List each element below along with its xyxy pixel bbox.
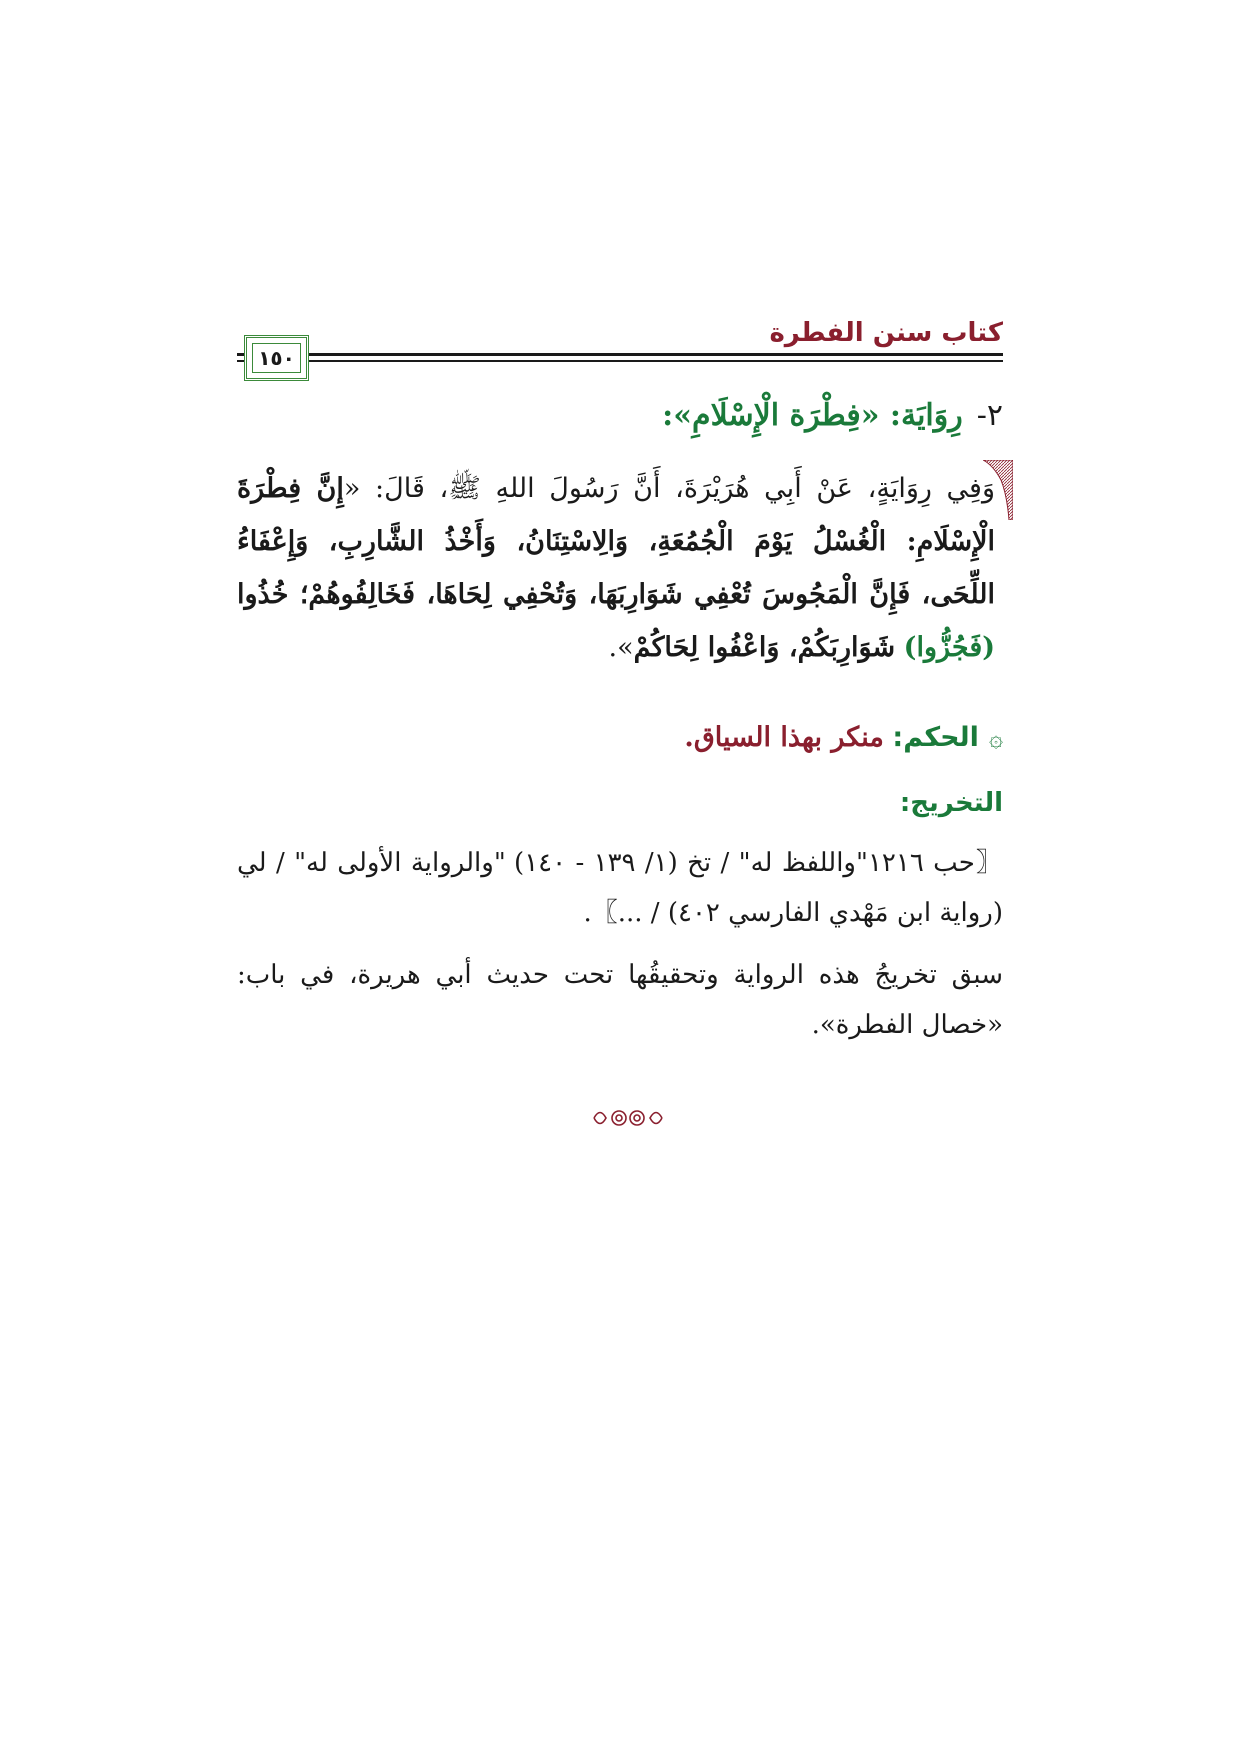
hadith-variant: (فَجُزُّوا) <box>903 632 995 663</box>
header-rule-bottom <box>237 360 1003 362</box>
hadith-outro: ». <box>608 632 634 663</box>
hadith-matn: إِنَّ فِطْرَةَ الْإِسْلَامِ: الْغُسْلُ يَوْمَ الْجُمُعَةِ، وَالِاسْتِنَانُ، وَأَخْذُ الشَّارِبِ، وَإِعْفَاءُ اللِّحَى، فَإِنَّ الْمَجُوسَ تُعْفِي شَوَارِبَهَا، وَتُحْفِي لِحَاهَا، فَخَالِفُوهُمْ؛ خُذُوا <box>237 473 995 610</box>
hadith-text <box>237 462 995 674</box>
ruling-value: منكر بهذا السياق. <box>684 722 884 753</box>
note-paragraph: سبق تخريجُ هذه الرواية وتحقيقُها تحت حديث أبي هريرة، في باب: «خصال الفطرة». <box>237 960 1003 1040</box>
section-title: رِوَايَة: «فِطْرَة الْإِسْلَامِ»: <box>662 398 963 433</box>
page-number: ١٥٠ <box>258 346 295 370</box>
ruling-label: الحكم: <box>892 722 979 753</box>
ruling-line <box>684 722 1003 753</box>
running-header-title: كتاب سنن الفطرة <box>769 318 1003 348</box>
hadith-intro: وَفِي رِوَايَةٍ، عَنْ أَبِي هُرَيْرَةَ، أَنَّ رَسُولَ اللهِ ﷺ، قَالَ: « <box>343 473 996 504</box>
takhrij-paragraph: 〖حب ١٢١٦"واللفظ له" / تخ (١/ ١٣٩ - ١٤٠) "والرواية الأولى له" / لي (رواية ابن مَهْدي الفارسي ٤٠٢) / ...〗. <box>237 848 1003 928</box>
end-ornament-icon <box>590 1103 666 1133</box>
page-number-frame <box>244 335 309 381</box>
section-number: ٢- <box>976 398 1003 433</box>
rosette-icon: ۞ <box>988 724 1003 752</box>
hadith-matn-end: شَوَارِبَكُمْ، وَاعْفُوا لِحَاكُمْ <box>633 632 896 663</box>
header-rule-top <box>237 353 1003 356</box>
takhrij-heading: التخريج: <box>899 788 1003 818</box>
section-heading <box>662 398 1003 433</box>
